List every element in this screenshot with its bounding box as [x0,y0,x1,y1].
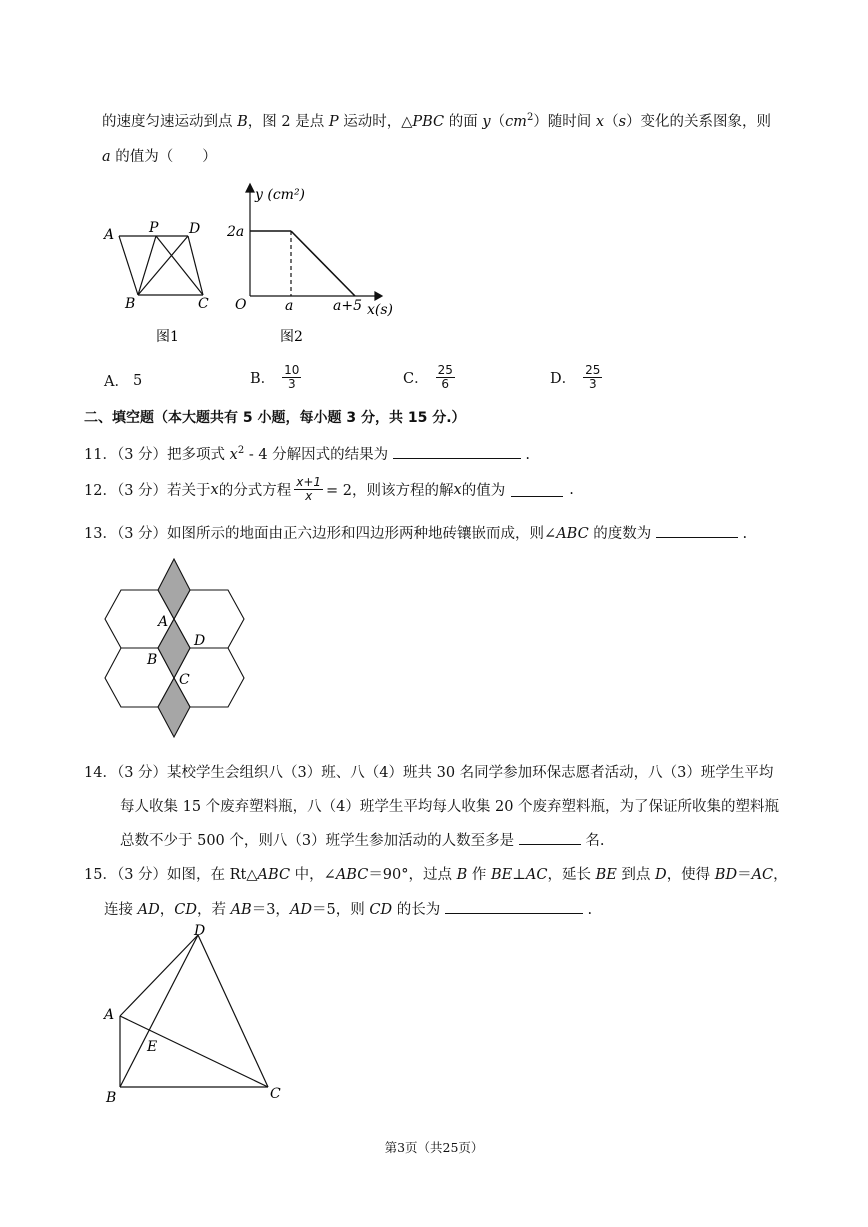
question-12: 12．（3 分）若关于 x 的分式方程 $\frac{x+1}{x}$ = 2，则该方程的解 x 的值为 . [84,475,574,503]
fig1-caption: 图1 [156,329,179,345]
fig2-origin: O [235,297,247,313]
q13-answer-blank[interactable] [656,523,738,538]
q15-segment-ac [120,1016,268,1087]
q10-text-line1: 的速度匀速运动到点 B，图 2 是点 P 运动时，△PBC 的面 $y(cm^2)$随时间 x（s）变化的关系图象，则 [102,112,772,130]
q13-label-a: A [158,614,169,630]
q15-triangle-figure [100,920,300,1110]
fig1-label-b: B [125,296,136,312]
fig1-label-c: C [198,296,209,312]
fig2-y-tick: 2a [227,224,245,240]
fig1-segment-pb [138,236,156,295]
q13-tiling-figure [100,558,250,743]
fig1-edge-ab [119,236,138,295]
fig2-caption: 图2 [280,329,303,345]
question-15-line2: 连接 AD，CD，若 AB＝3，AD＝5，则 CD 的长为 . [104,898,592,919]
q15-segment-bd [120,935,198,1087]
question-14-line1: 14．（3 分）某校学生会组织八（3）班、八（4）班共 30 名同学参加环保志愿者活动，八（3）班学生平均 [84,765,774,781]
section-fill-blank-heading: 二、填空题（本大题共有 5 小题，每小题 3 分，共 15 分.） [84,410,466,426]
q15-label-e: E [147,1039,158,1055]
fig2-y-label: y (cm²) [255,187,306,203]
q13-label-d: D [194,633,206,649]
q15-segment-dc [198,935,268,1087]
fig1-label-p: P [149,220,159,236]
q15-label-a: A [104,1007,115,1023]
q13-label-c: C [179,672,190,688]
q10-figure-1 [100,215,220,345]
q14-answer-blank[interactable] [519,830,581,845]
q12-answer-blank[interactable] [511,482,563,497]
rhombus-top [158,559,190,619]
q11-answer-blank[interactable] [393,444,521,459]
q13-label-b: B [147,652,158,668]
q15-segment-ad [120,935,198,1016]
choice-d: D． $\frac{25}{3}$ [550,363,601,391]
choice-a: A． 5 [104,372,143,390]
fig2-y-arrow [246,184,254,192]
fig2-x-tick-a5: a+5 [333,298,362,314]
fig1-label-a: A [104,227,115,243]
q15-label-d: D [194,923,206,939]
fig2-x-label: x(s) [367,302,394,318]
fig2-decline [291,231,355,296]
question-14-line2: 每人收集 15 个废弃塑料瓶，八（4）班学生平均每人收集 20 个废弃塑料瓶，为了保证所收集的塑料瓶 [120,799,780,815]
page-footer: 第3页（共25页） [384,1140,484,1155]
q15-answer-blank[interactable] [445,899,583,914]
q10-figure-2 [225,180,400,346]
fig1-label-d: D [189,221,201,237]
choice-c: C． $\frac{25}{6}$ [403,363,453,391]
question-13: 13．（3 分）如图所示的地面由正六边形和四边形两种地砖镶嵌而成，则∠ABC 的度数为 . [84,522,747,543]
q15-label-c: C [270,1086,281,1102]
fig2-x-arrow [375,292,382,300]
question-15-line1: 15．（3 分）如图，在 Rt△ABC 中，∠ABC＝90°，过点 B 作 BE⊥AC，延长 BE 到点 D，使得 BD＝AC， [84,867,788,883]
fig2-x-tick-a: a [285,298,294,314]
choice-b: B． $\frac{10}{3}$ [250,363,300,391]
question-11: 11．（3 分）把多项式 $x^2 - 4$ 分解因式的结果为 . [84,445,530,463]
q15-label-b: B [106,1090,117,1106]
question-14-line3: 总数不少于 500 个，则八（3）班学生参加活动的人数至多是 名. [120,829,604,850]
q10-text-line2: a 的值为（ ） [102,149,217,165]
